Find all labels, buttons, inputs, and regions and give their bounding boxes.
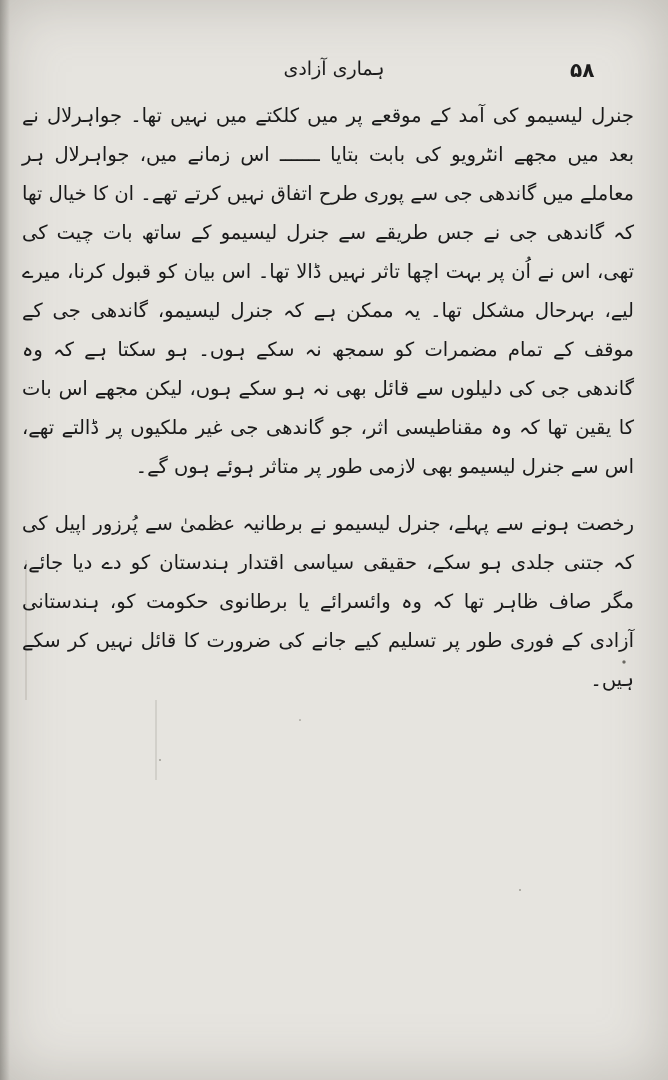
paragraph-2: رخصت ہونے سے پہلے، جنرل لیسیمو نے برطانیہ عظمیٰ سے پُرزور اپیل کی کہ جتنی جلدی ہو سکے، حقیقی سیاسی اقتدار ہندستان کو دے دیا جائے، مگر صاف ظاہر تھا کہ وہ وائسرائے یا برطانوی حکومت کو، ہندستانی آزادی کے فوری طور پر تسلیم کیے جانے کی ضرورت کا قائل نہیں کر سکے ہیں۔ — [22, 512, 634, 691]
body-text — [22, 96, 634, 699]
paragraph-1: جنرل لیسیمو کی آمد کے موقعے پر میں کلکتے میں نہیں تھا۔ جواہرلال نے بعد میں مجھے انٹرویو کی بابت بتایا ـــــــ اس زمانے میں، جواہرلال ہر معاملے میں گاندھی جی سے پوری طرح اتفاق نہیں کرتے تھے۔ ان کا خیال تھا کہ گاندھی جی نے جس طریقے سے جنرل لیسیمو کے ساتھ بات چیت کی تھی، اس نے اُن پر بہت اچھا تاثر نہیں ڈالا تھا۔ اس بیان کو قبول کرنا، میرے لیے، بہرحال مشکل تھا۔ یہ ممکن ہے کہ جنرل لیسیمو، گاندھی جی کے موقف کے تمام مضمرات کو سمجھ نہ سکے ہوں۔ ہو سکتا ہے کہ وہ گاندھی جی کی دلیلوں سے قائل بھی نہ ہو سکے ہوں، لیکن مجھے اس بات کا یقین تھا کہ وہ مقناطیسی اثر، جو گاندھی جی غیر ملکیوں پر ڈالتے تھے، اس سے جنرل لیسیمو بھی لازمی طور پر متاثر ہوئے ہوں گے۔ — [22, 104, 634, 478]
page-number: ۵۸ — [570, 58, 595, 82]
running-title: ہماری آزادی — [283, 58, 385, 80]
